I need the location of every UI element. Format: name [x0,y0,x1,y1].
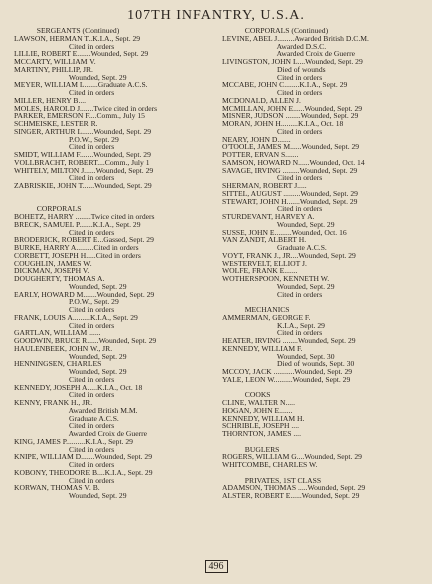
roster-column-left [14,27,214,500]
roster-line: STURDEVANT, HARVEY A. [222,212,315,221]
roster-line: Cited in orders [14,320,115,330]
roster-line: Cited in orders [14,460,115,469]
roster-line: SINGER, ARTHUR L......Wounded, Sept. 29 [14,126,152,136]
roster-line: KENNEDY, JOSEPH A.....K.I.A., Oct. 18 [14,382,143,392]
roster-line: MCDONALD, ALLEN J. [222,95,301,105]
roster-line: KORWAN, THOMAS V. B. [14,483,100,493]
roster-line: SAMSON, HOWARD N......Wounded, Oct. 14 [222,157,365,167]
roster-line: EARLY, HOWARD M.......Wounded, Sept. 29 [14,289,155,299]
roster-line: Cited in orders [14,475,115,485]
roster-line: MCCABE, JOHN C........K.I.A., Sept. 29 [222,80,348,90]
roster-line: Wounded, Sept. 29 [222,281,335,291]
roster-line: Wounded, Sept. 29 [14,281,127,291]
roster-line: KENNEDY, WILLIAM H. [222,413,305,423]
roster-line: Wounded, Sept. 30 [222,351,335,361]
roster-line: COUGHLIN, JAMES W. [14,258,92,268]
roster-line: POTTER, ERVAN S....... [222,150,299,159]
roster-line: MILLER, HENRY B.... [14,95,87,105]
roster-line: HOGAN, JOHN E....... [222,405,293,415]
roster-line: Died of wounds, Sept. 30 [222,359,355,369]
roster-line: Wounded, Sept. 29 [14,72,127,82]
roster-line: Cited in orders [222,173,323,183]
roster-line: Cited in orders [14,88,115,97]
roster-line: Cited in orders [14,305,115,314]
roster-line: KENNY, FRANK H., JR. [14,398,93,407]
roster-line: CLINE, WALTER N..... [222,398,295,407]
page-number-label: 496 [205,560,228,573]
roster-line: Awarded D.S.C. [222,41,327,51]
roster-line: Cited in orders [222,126,323,136]
page-number [0,561,432,572]
roster-line: Cited in orders [14,142,115,152]
roster-line: VAN ZANDT, ALBERT H. [222,235,307,245]
roster-line: HENNINGSEN, CHARLES [14,359,102,369]
roster-line [14,190,214,198]
roster-line: SAVAGE, IRVING .........Wounded, Sept. 29 [222,165,358,175]
roster-line: COOKS [222,390,271,400]
roster-line: THORNTON, JAMES .... [222,429,301,438]
roster-line: KNIPE, WILLIAM D.......Wounded, Sept. 29 [14,452,153,462]
roster-line: PARKER, EMERSON F....Comm., July 15 [14,111,145,121]
roster-line: SHERMAN, ROBERT J..... [222,181,307,190]
roster-line: Cited in orders [14,41,115,51]
roster-line: YALE, LEON W..........Wounded, Sept. 29 [222,374,351,384]
roster-line: MOLES, HAROLD J.......Twice cited in orders [14,103,158,113]
roster-line: Cited in orders [222,88,323,97]
roster-line: K.I.A., Sept. 29 [222,320,325,330]
roster-line: KENNEDY, WILLIAM F. [222,343,303,353]
roster-line: Cited in orders [14,173,115,183]
roster-line: Cited in orders [14,390,115,400]
roster-line: SMIDT, WILLIAM F.......Wounded, Sept. 29 [14,150,151,159]
roster-line: BRECK, SAMUEL P.......K.I.A., Sept. 29 [14,219,141,229]
roster-line: Cited in orders [14,421,115,431]
roster-line: SITTEL, AUGUST .........Wounded, Sept. 29 [222,188,358,198]
roster-line: Cited in orders [222,204,323,214]
roster-line: Awarded Croix de Guerre [14,429,148,438]
roster-line: WHITCOMBE, CHARLES W. [222,460,318,469]
roster-line: MEYER, WILLIAM L.......Graduate A.C.S. [14,80,148,90]
roster-line: KING, JAMES P..........K.I.A., Sept. 29 [14,436,133,446]
roster-line: Wounded, Sept. 29 [14,351,127,361]
roster-line: BUGLERS [222,444,280,454]
roster-line: SUSSE, JOHN E.........Wounded, Oct. 16 [222,227,347,237]
roster-line: BURKE, HARRY A.........Cited in orders [14,243,139,252]
roster-line: Wounded, Sept. 29 [222,219,335,229]
roster-line: ALSTER, ROBERT E......Wounded, Sept. 29 [222,491,360,500]
roster-line: HEATER, IRVING ........Wounded, Sept. 29 [222,336,356,345]
roster-line: DICKMAN, JOSEPH V. [14,266,90,276]
roster-line: CORBETT, JOSEPH H.....Cited in orders [14,250,141,260]
roster-line: Cited in orders [14,374,115,384]
roster-line: CORPORALS (Continued) [222,26,329,35]
roster-line: Awarded British M.M. [14,405,138,415]
roster-line: VOLLBRACHT, ROBERT....Comm., July 1 [14,157,150,167]
roster-line: ROGERS, WILLIAM G....Wounded, Sept. 29 [222,452,362,462]
roster-line: Wounded, Sept. 29 [14,491,127,500]
roster-line: BOHETZ, HARRY ........Twice cited in orders [14,212,155,221]
roster-line: AMMERMAN, GEORGE F. [222,312,311,322]
roster-line: KOBONY, THEODORE B....K.I.A., Sept. 29 [14,467,153,477]
roster-line: MCMILLAN, JOHN E......Wounded, Sept. 29 [222,103,363,113]
roster-line: STEWART, JOHN H.......Wounded, Sept. 29 [222,196,358,206]
roster-line: GARTLAN, WILLIAM ...... [14,328,101,338]
roster-line: WESTERVELT, ELLIOT J. [222,258,307,268]
roster-line: Awarded Croix de Guerre [222,49,356,59]
roster-line: Graduate A.C.S. [14,413,119,423]
roster-line: PRIVATES, 1ST CLASS [222,475,322,485]
roster-line: CORPORALS [14,204,82,214]
roster-line: LIVINGSTON, JOHN L....Wounded, Sept. 29 [222,57,363,66]
roster-line: WOTHERSPOON, KENNETH W. [222,274,330,283]
roster-line: BRODERICK, ROBERT E...Gassed, Sept. 29 [14,235,154,245]
roster-line: MECHANICS [222,305,290,314]
roster-line: Cited in orders [222,289,323,299]
roster-line: WHITELY, MILTON J......Wounded, Sept. 29 [14,165,154,175]
page-title: 107TH INFANTRY, U.S.A. [127,8,305,23]
roster-line: SCHRIBLE, JOSEPH .... [222,421,300,431]
roster-line: Died of wounds [222,64,326,74]
roster-line: Cited in orders [14,227,115,237]
roster-line: WOLFE, FRANK E....... [222,266,298,276]
roster-line: LAWSON, HERMAN T..K.I.A., Sept. 29 [14,33,141,43]
roster-line: DOUGHERTY, THOMAS A. [14,274,105,283]
roster-line: VOYT, FRANK J., JR....Wounded, Sept. 29 [222,250,356,260]
roster-line: O'TOOLE, JAMES M......Wounded, Sept. 29 [222,142,360,152]
roster-line: LEVINE, ABEL J.........Awarded British D.C.M. [222,33,369,43]
roster-line: SCHMEISKE, LESTER R. [14,119,98,128]
roster-line: HAULENBEEK, JOHN W., JR. [14,343,113,353]
roster-line: ADAMSON, THOMAS .....Wounded, Sept. 29 [222,483,366,493]
roster-line: MISNER, JUDSON ........Wounded, Sept. 29 [222,111,359,121]
roster-line: MCCOY, JACK ...........Wounded, Sept. 29 [222,367,353,376]
roster-line: MORAN, JOHN H.........K.I.A., Oct. 18 [222,119,344,128]
roster-line: GOODWIN, BRUCE R......Wounded, Sept. 29 [14,336,157,345]
roster-line: Graduate A.C.S. [222,243,327,252]
roster-line: MCCARTY, WILLIAM V. [14,57,96,66]
roster-line: SERGEANTS (Continued) [14,26,120,35]
roster-line: LILLIE, ROBERT E.......Wounded, Sept. 29 [14,49,149,59]
roster-line: P.O.W., Sept. 29 [14,297,119,307]
roster-line: Cited in orders [14,444,115,454]
roster-line: FRANK, LOUIS A.........K.I.A., Sept. 29 [14,312,138,322]
roster-column-right [222,27,422,500]
roster-line: Cited in orders [222,72,323,82]
roster-line: ZABRISKIE, JOHN T......Wounded, Sept. 29 [14,181,152,190]
roster-line: P.O.W., Sept. 29 [14,134,119,144]
roster-line: MARTINY, PHILLIP, JR. [14,64,93,74]
roster-line: NEARY, JOHN D....... [222,134,291,144]
roster-line: Cited in orders [222,328,323,338]
roster-line: Wounded, Sept. 29 [14,367,127,376]
